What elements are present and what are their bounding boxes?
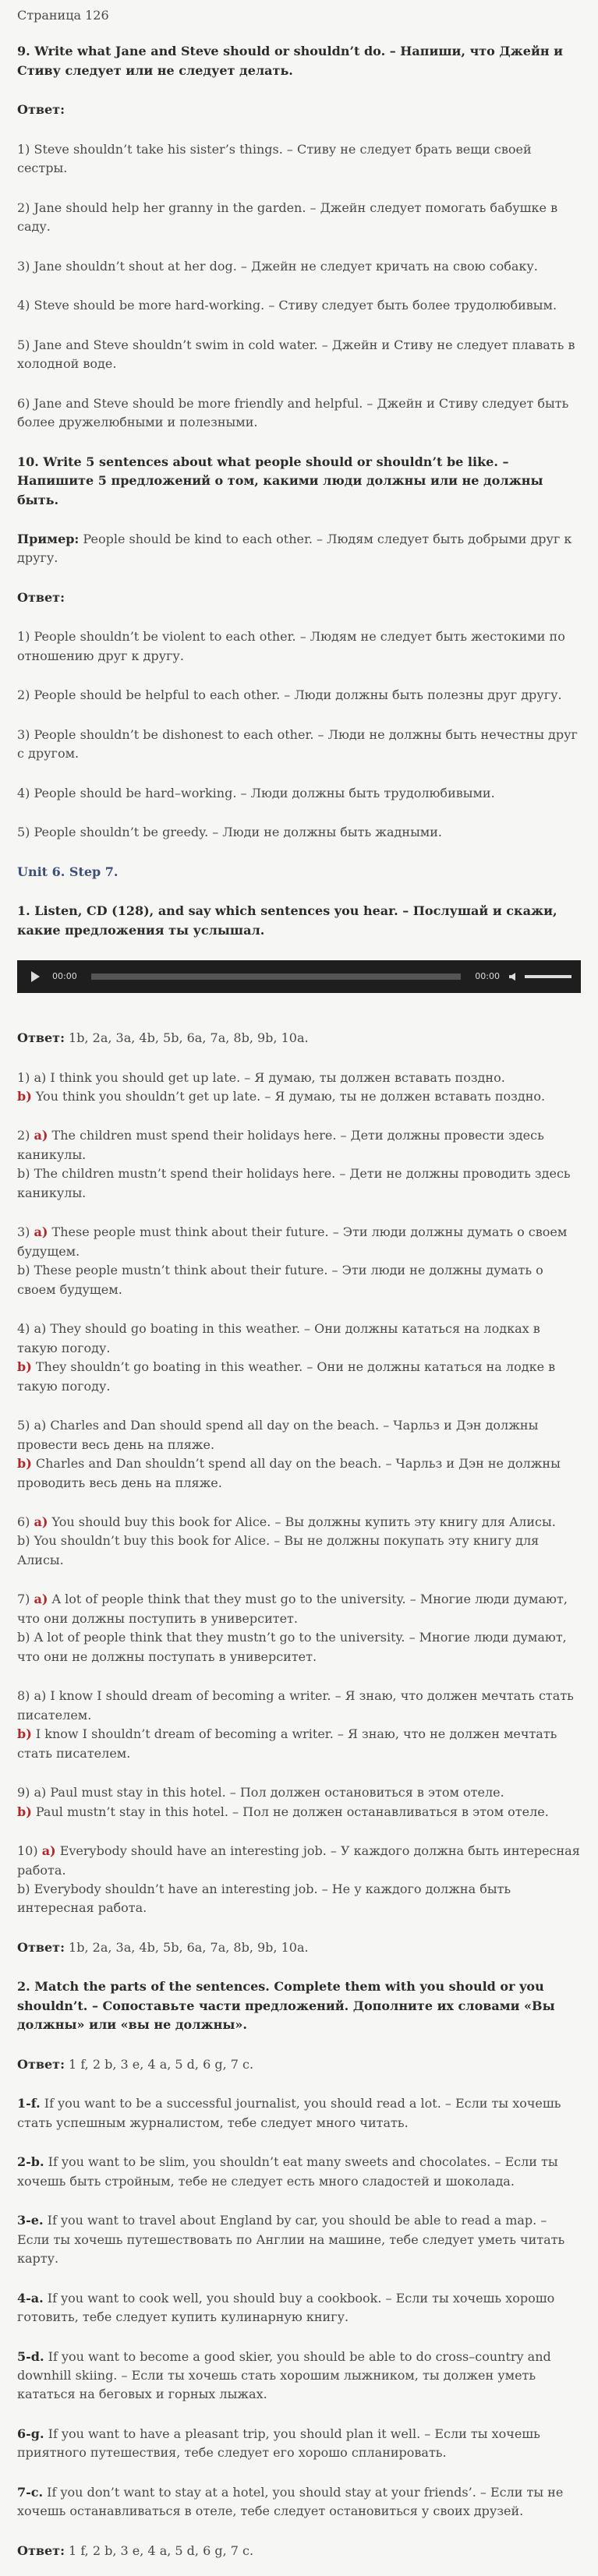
item-text: If you want to have a pleasant trip, you should plan it well. – Если ты хочешь приятного путешествия, тебе следует его хорошо спланировать. bbox=[17, 2426, 540, 2461]
answer-mark: b) bbox=[17, 1089, 32, 1104]
list-item: 5) Jane and Steve shouldn’t swim in cold water. – Джейн и Стиву не следует плавать в холодной воде. bbox=[17, 337, 575, 372]
sentence-a bbox=[17, 1783, 581, 1802]
answer-label: Ответ: bbox=[17, 2056, 65, 2072]
answer-text: 1b, 2a, 3a, 4b, 5b, 6a, 7a, 8b, 9b, 10a. bbox=[64, 1030, 309, 1046]
sentence-pair bbox=[17, 1842, 581, 1918]
item-text: If you want to become a good skier, you should be able to do cross–country and downhill skiing. – Если ты хочешь стать хорошим лыжником, ты должен уметь кататься на беговых и горных лыжах. bbox=[17, 2348, 551, 2402]
answer-mark: b) bbox=[17, 1804, 32, 1819]
list-item: 1) Steve shouldn’t take his sister’s things. – Стиву не следует брать вещи своей сестры. bbox=[17, 141, 532, 176]
sentence-pair bbox=[17, 1513, 581, 1570]
sentence-b bbox=[17, 1803, 581, 1822]
page-number: Страница 126 bbox=[17, 8, 109, 23]
pair-number: 9) bbox=[17, 1785, 34, 1800]
answer-mark: b) bbox=[17, 1359, 32, 1375]
sentence-pair bbox=[17, 1687, 581, 1763]
answer-label: Ответ: bbox=[17, 1939, 65, 1955]
example-text: People should be kind to each other. – Людям следует быть добрыми друг к другу. bbox=[17, 531, 572, 566]
item-text: If you don’t want to stay at a hotel, you should stay at your friends’. – Если ты не хочешь останавливаться в отеле, тебе следует остановиться у своих друзей. bbox=[17, 2484, 564, 2519]
sentence-a bbox=[17, 1320, 581, 1358]
item-key: 4-a. bbox=[17, 2290, 44, 2306]
sentence-a bbox=[17, 1069, 581, 1087]
item-key: 2-b. bbox=[17, 2154, 44, 2170]
exercise-2-title: 2. Match the parts of the sentences. Complete them with you should or you shouldn’t. – Сопоставьте части предложений. Дополните их словами «Вы должны» или «вы не должны». bbox=[17, 1979, 555, 2033]
sentence-b bbox=[17, 1880, 581, 1918]
list-item: 3) Jane shouldn’t shout at her dog. – Джейн не следует кричать на свою собаку. bbox=[17, 258, 538, 274]
list-item bbox=[17, 2289, 581, 2327]
sentence-text: A lot of people think that they must go to the university. – Многие люди думают, что они должны поступить в университет. bbox=[17, 1592, 568, 1626]
sentence-pair bbox=[17, 1416, 581, 1493]
sentence-a bbox=[17, 1223, 581, 1261]
sentence-a bbox=[17, 1687, 581, 1725]
list-item: 4) People should be hard–working. – Люди должны быть трудолюбивыми. bbox=[17, 785, 495, 800]
exercise-9-answer-label: Ответ: bbox=[17, 102, 65, 118]
list-item: 1) People shouldn’t be violent to each other. – Людям не следует быть жестокими по отношению друг к другу. bbox=[17, 629, 565, 663]
sentence-pair bbox=[17, 1783, 581, 1822]
sentence-text: Paul mustn’t stay in this hotel. – Пол не должен останавливаться в этом отеле. bbox=[31, 1804, 549, 1819]
sentence-a bbox=[17, 1590, 581, 1628]
sentence-b bbox=[17, 1164, 581, 1203]
volume-slider[interactable] bbox=[525, 975, 571, 978]
answer-text: 1b, 2a, 3a, 4b, 5b, 6a, 7a, 8b, 9b, 10a. bbox=[64, 1939, 309, 1955]
pair-number: 2) bbox=[17, 1128, 34, 1143]
sentence-b bbox=[17, 1261, 581, 1299]
sentence-text: b) The children mustn’t spend their holidays here. – Дети не должны проводить здесь каникулы. bbox=[17, 1166, 571, 1200]
sentence-text: a) I know I should dream of becoming a writer. – Я знаю, что должен мечтать стать писателем. bbox=[17, 1688, 574, 1723]
sentence-b bbox=[17, 1725, 581, 1763]
sentence-b bbox=[17, 1454, 581, 1493]
pair-number: 7) bbox=[17, 1592, 34, 1607]
exercise-10-example bbox=[17, 530, 581, 568]
sentence-text: b) A lot of people think that they mustn’t go to the university. – Многие люди думают, что они не должны поступать в университет. bbox=[17, 1630, 567, 1664]
item-key: 6-g. bbox=[17, 2426, 44, 2441]
answer-mark: b) bbox=[17, 1726, 32, 1742]
sentence-text: Everybody should have an interesting job. – У каждого должна быть интересная работа. bbox=[17, 1843, 580, 1878]
list-item bbox=[17, 2483, 581, 2521]
list-item: 4) Steve should be more hard-working. – Стиву следует быть более трудолюбивым. bbox=[17, 298, 557, 313]
pair-number: 6) bbox=[17, 1514, 34, 1529]
answer-text: 1 f, 2 b, 3 e, 4 a, 5 d, 6 g, 7 c. bbox=[64, 2542, 254, 2558]
sentence-text: b) You shouldn’t buy this book for Alice. – Вы не должны покупать эту книгу для Алисы. bbox=[17, 1533, 540, 1567]
pair-number: 1) bbox=[17, 1069, 34, 1085]
sentence-text: a) I think you should get up late. – Я думаю, ты должен вставать поздно. bbox=[34, 1069, 505, 1085]
sentence-text: a) They should go boating in this weather. – Они должны кататься на лодках в такую погоду. bbox=[17, 1321, 540, 1355]
sentence-text: The children must spend their holidays here. – Дети должны провести здесь каникулы. bbox=[17, 1128, 544, 1162]
sentence-text: These people must think about their future. – Эти люди должны думать о своем будущем. bbox=[17, 1224, 568, 1259]
answer-mark: a) bbox=[41, 1843, 56, 1859]
sentence-b bbox=[17, 1087, 581, 1106]
list-item bbox=[17, 2153, 581, 2191]
list-item bbox=[17, 2094, 581, 2133]
sentence-text: Charles and Dan shouldn’t spend all day on the beach. – Чарльз и Дэн не должны проводить весь день на пляже. bbox=[17, 1456, 561, 1490]
sentence-pair bbox=[17, 1126, 581, 1203]
item-key: 5-d. bbox=[17, 2348, 44, 2364]
sentence-text: a) Paul must stay in this hotel. – Пол должен остановиться в этом отеле. bbox=[34, 1785, 504, 1800]
item-key: 3-e. bbox=[17, 2213, 44, 2228]
answer-label: Ответ: bbox=[17, 1030, 65, 1046]
sentence-a bbox=[17, 1513, 581, 1532]
exercise-1-title: 1. Listen, CD (128), and say which sentences you hear. – Послушай и скажи, какие предложения ты услышал. bbox=[17, 903, 557, 938]
list-item bbox=[17, 2211, 581, 2268]
pair-number: 3) bbox=[17, 1224, 34, 1240]
item-text: If you want to be slim, you shouldn’t eat many sweets and chocolates. – Если ты хочешь быть стройным, тебе не следует есть много сладостей и шоколада. bbox=[17, 2154, 558, 2189]
sentence-text: You think you shouldn’t get up late. – Я думаю, ты не должен вставать поздно. bbox=[31, 1089, 546, 1104]
pair-number: 4) bbox=[17, 1321, 34, 1337]
sentence-b bbox=[17, 1532, 581, 1570]
sentence-text: b) These people mustn’t think about their future. – Эти люди не должны думать о своем будущем. bbox=[17, 1263, 543, 1297]
sentence-text: You should buy this book for Alice. – Вы должны купить эту книгу для Алисы. bbox=[48, 1514, 556, 1529]
answer-mark: a) bbox=[34, 1514, 48, 1529]
exercise-2-answer-repeat bbox=[17, 2542, 581, 2560]
answer-mark: a) bbox=[34, 1224, 48, 1240]
pair-number: 8) bbox=[17, 1688, 34, 1704]
sentence-a bbox=[17, 1842, 581, 1880]
item-key: 1-f. bbox=[17, 2096, 41, 2111]
exercise-9-title: 9. Write what Jane and Steve should or shouldn’t do. – Напиши, что Джейн и Стиву следует или не следует делать. bbox=[17, 44, 563, 78]
item-key: 7-c. bbox=[17, 2484, 44, 2500]
exercise-1-answer bbox=[17, 1029, 581, 1048]
sentence-text: b) Everybody shouldn’t have an interesting job. – Не у каждого должна быть интересная работа. bbox=[17, 1882, 511, 1916]
exercise-10-answer-label: Ответ: bbox=[17, 589, 65, 605]
sentence-pair bbox=[17, 1320, 581, 1396]
sentence-pair bbox=[17, 1223, 581, 1299]
sentence-a bbox=[17, 1126, 581, 1164]
list-item bbox=[17, 2425, 581, 2463]
sentence-b bbox=[17, 1628, 581, 1666]
answer-mark: a) bbox=[34, 1592, 48, 1607]
exercise-2-answer bbox=[17, 2055, 581, 2074]
exercise-1-answer-repeat bbox=[17, 1938, 581, 1957]
answer-text: 1 f, 2 b, 3 e, 4 a, 5 d, 6 g, 7 c. bbox=[64, 2056, 254, 2072]
list-item: 6) Jane and Steve should be more friendly and helpful. – Джейн и Стиву следует быть более дружелюбными и полезными. bbox=[17, 395, 569, 430]
pair-number: 5) bbox=[17, 1418, 34, 1433]
answer-mark: a) bbox=[34, 1128, 48, 1143]
sentence-text: I know I shouldn’t dream of becoming a writer. – Я знаю, что не должен мечтать стать писателем. bbox=[17, 1726, 557, 1761]
list-item: 2) People should be helpful to each other. – Люди должны быть полезны друг другу. bbox=[17, 687, 562, 703]
list-item bbox=[17, 2348, 581, 2405]
list-item: 3) People shouldn’t be dishonest to each other. – Люди не должны быть нечестны друг с другом. bbox=[17, 726, 578, 761]
answer-mark: b) bbox=[17, 1456, 32, 1472]
sentence-text: They shouldn’t go boating in this weather. – Они не должны кататься на лодке в такую погоду. bbox=[17, 1359, 556, 1394]
current-time: 00:00 bbox=[52, 970, 77, 981]
exercise-10-title: 10. Write 5 sentences about what people should or shouldn’t be like. – Напишите 5 предложений о том, какими люди должны или не должны быть. bbox=[17, 454, 543, 507]
pair-number: 10) bbox=[17, 1843, 42, 1859]
sentence-a bbox=[17, 1416, 581, 1454]
item-text: If you want to be a successful journalist, you should read a lot. – Если ты хочешь стать успешным журналистом, тебе следует много читать. bbox=[17, 2096, 561, 2130]
play-icon[interactable] bbox=[31, 971, 40, 982]
item-text: If you want to cook well, you should buy a cookbook. – Если ты хочешь хорошо готовить, тебе следует купить кулинарную книгу. bbox=[17, 2290, 555, 2325]
seek-bar[interactable] bbox=[91, 974, 462, 980]
list-item: 5) People shouldn’t be greedy. – Люди не должны быть жадными. bbox=[17, 825, 442, 840]
audio-player[interactable] bbox=[17, 960, 581, 993]
sentence-pair bbox=[17, 1069, 581, 1107]
sentence-pair bbox=[17, 1590, 581, 1666]
sentence-b bbox=[17, 1358, 581, 1396]
list-item: 2) Jane should help her granny in the garden. – Джейн следует помогать бабушке в саду. bbox=[17, 200, 558, 235]
example-label: Пример: bbox=[17, 531, 80, 546]
sentence-text: a) Charles and Dan should spend all day on the beach. – Чарльз и Дэн должны провести весь день на пляже. bbox=[17, 1418, 539, 1452]
duration-time: 00:00 bbox=[475, 970, 500, 981]
item-text: If you want to travel about England by car, you should be able to read a map. – Если ты хочешь путешествовать по Англии на машине, тебе следует уметь читать карту. bbox=[17, 2213, 565, 2267]
volume-icon[interactable] bbox=[509, 973, 515, 981]
answer-label: Ответ: bbox=[17, 2542, 65, 2558]
unit-heading: Unit 6. Step 7. bbox=[17, 864, 119, 879]
